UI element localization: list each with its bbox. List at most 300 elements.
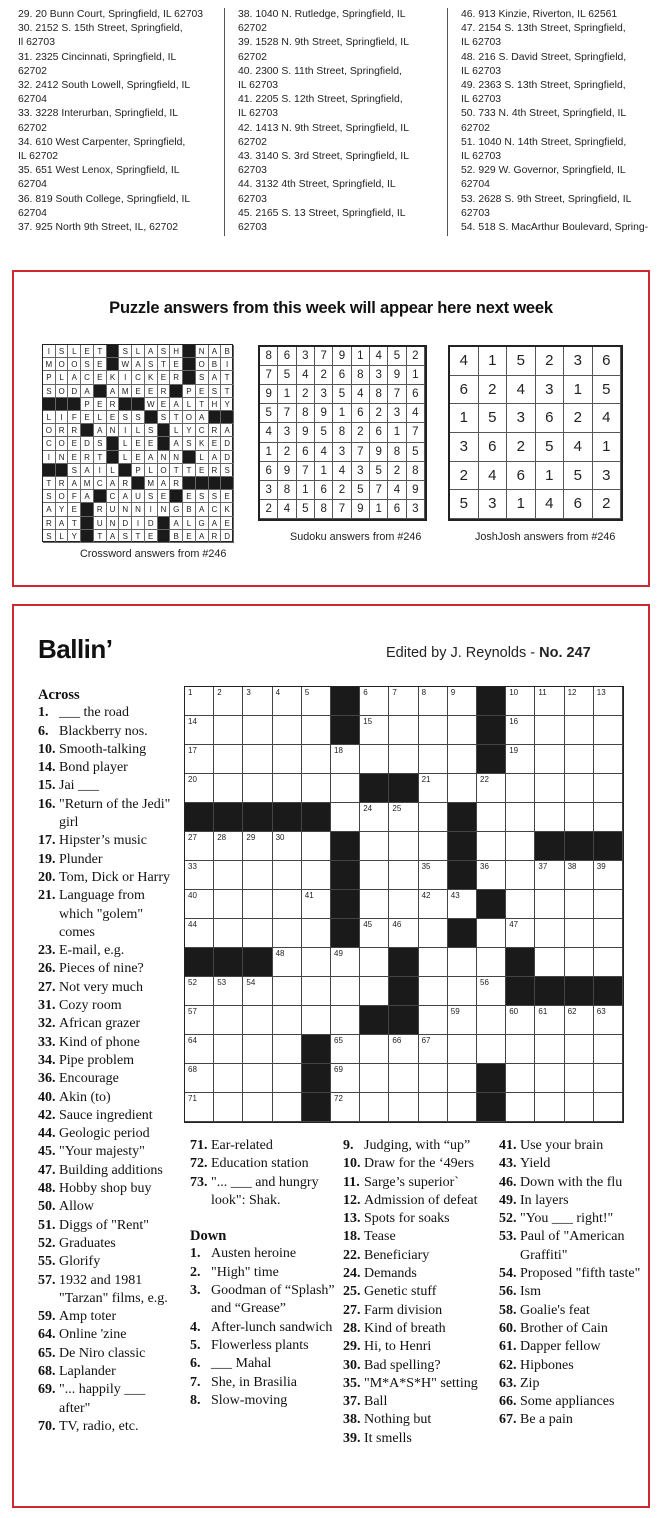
black-square — [448, 861, 477, 890]
sudoku-digit: 8 — [333, 423, 351, 442]
across-clue — [38, 1034, 176, 1052]
down-clue — [343, 1411, 501, 1429]
answer-letter: O — [56, 385, 69, 398]
grid-square — [506, 745, 535, 774]
sudoku-digit: 5 — [407, 443, 425, 462]
sudoku-digit: 3 — [388, 404, 406, 423]
grid-square — [273, 861, 302, 890]
grid-square — [419, 832, 448, 861]
clue-number: 43 — [450, 891, 460, 900]
across-clue — [38, 1198, 176, 1216]
editor-credit: Edited by J. Reynolds - — [386, 645, 540, 661]
sudoku-digit: 5 — [315, 423, 333, 442]
clue-text: Ear-related — [211, 1138, 273, 1153]
grid-square — [419, 948, 448, 977]
grid-square — [565, 1006, 594, 1035]
down-clue — [190, 1319, 338, 1337]
grid-square — [565, 1035, 594, 1064]
answer-letter: R — [56, 477, 69, 490]
clue-text: Building additions — [59, 1162, 163, 1178]
across-clue — [38, 1363, 176, 1381]
answer-letter: L — [56, 371, 69, 384]
address-line: 34. 610 West Carpenter, Springfield, — [18, 136, 186, 148]
answer-letter: L — [94, 411, 107, 424]
black-square — [158, 437, 171, 450]
answer-letter: N — [158, 451, 171, 464]
across-clue — [190, 1137, 338, 1155]
clue-number: 3. — [190, 1283, 201, 1299]
grid-square — [273, 1035, 302, 1064]
grid-square — [535, 919, 564, 948]
answer-letter: S — [209, 490, 222, 503]
grid-square — [419, 861, 448, 890]
grid-square — [273, 745, 302, 774]
answer-letter: A — [145, 345, 158, 358]
answer-letter: A — [221, 424, 234, 437]
grid-square — [506, 774, 535, 803]
answer-letter: K — [196, 437, 209, 450]
joshjosh-digit: 2 — [450, 462, 479, 491]
clue-number: 6. — [38, 723, 49, 739]
crossword-grid — [184, 686, 624, 1123]
answer-letter: O — [56, 490, 69, 503]
answer-letter: R — [209, 530, 222, 543]
grid-square — [448, 716, 477, 745]
sudoku-digit: 5 — [260, 404, 278, 423]
grid-square — [302, 890, 331, 919]
clue-number: 11. — [343, 1174, 360, 1190]
clue-number: 50. — [38, 1199, 56, 1215]
grid-square — [185, 774, 214, 803]
sudoku-digit: 7 — [315, 347, 333, 366]
grid-square — [389, 890, 418, 919]
clue-text: "You ___ right!" — [520, 1211, 614, 1227]
address-line: 35. 651 West Lenox, Springfield, IL — [18, 165, 180, 177]
answer-letter: N — [107, 424, 120, 437]
clue-number: 48. — [38, 1181, 56, 1197]
grid-square — [214, 716, 243, 745]
black-square — [68, 398, 81, 411]
sudoku-digit: 2 — [260, 500, 278, 519]
black-square — [565, 832, 594, 861]
down-clue — [499, 1338, 647, 1356]
answer-letter: A — [81, 385, 94, 398]
clue-text: Sauce ingredient — [59, 1107, 153, 1123]
answer-letter: E — [132, 451, 145, 464]
sudoku-digit: 7 — [278, 404, 296, 423]
grid-square — [273, 890, 302, 919]
sudoku-digit: 3 — [278, 423, 296, 442]
answer-letter: T — [196, 398, 209, 411]
grid-square — [535, 890, 564, 919]
clue-text: 1932 and 1981 "Tarzan" films, e.g. — [59, 1272, 168, 1306]
answer-letter: A — [209, 371, 222, 384]
column-divider — [447, 8, 448, 236]
address-line: IL 62703 — [461, 94, 502, 106]
black-square — [331, 832, 360, 861]
down-clue — [343, 1338, 501, 1356]
grid-square — [214, 1093, 243, 1122]
clue-number: 31. — [38, 998, 56, 1014]
address-line: 49. 2363 S. 13th Street, Springfield, — [461, 80, 626, 92]
grid-square — [302, 832, 331, 861]
answer-letter: E — [170, 358, 183, 371]
address-line: 31. 2325 Cincinnati, Springfield, IL — [18, 51, 177, 63]
down-clue — [499, 1210, 647, 1228]
grid-square — [214, 890, 243, 919]
joshjosh-digit: 6 — [507, 462, 536, 491]
clue-text: Dapper fellow — [520, 1339, 601, 1355]
answer-letter: L — [170, 424, 183, 437]
black-square — [107, 437, 120, 450]
clue-number: 52 — [188, 978, 197, 987]
clue-number: 32. — [38, 1016, 56, 1032]
answers-title: Puzzle answers from this week will appear here next week — [109, 299, 553, 317]
clue-text: After-lunch sandwich — [211, 1319, 333, 1335]
answer-letter: N — [170, 451, 183, 464]
joshjosh-digit: 4 — [593, 404, 622, 433]
clue-text: Some appliances — [520, 1394, 615, 1410]
grid-square — [506, 832, 535, 861]
answer-letter: U — [132, 490, 145, 503]
joshjosh-digit: 2 — [564, 404, 593, 433]
across-clues-column — [38, 686, 176, 1436]
grid-square — [594, 745, 623, 774]
clue-number: 6 — [363, 688, 368, 697]
clue-text: E-mail, e.g. — [59, 943, 125, 959]
answer-letter: E — [145, 530, 158, 543]
address-line: 32. 2412 South Lowell, Springfield, IL — [18, 80, 191, 92]
black-square — [273, 803, 302, 832]
sudoku-digit: 5 — [370, 462, 388, 481]
across-clue — [38, 704, 176, 722]
grid-square — [243, 687, 272, 716]
clue-number: 59. — [38, 1309, 56, 1325]
black-square — [331, 716, 360, 745]
sudoku-digit: 4 — [407, 404, 425, 423]
answer-letter: E — [158, 398, 171, 411]
sudoku-digit: 6 — [388, 500, 406, 519]
clue-text: Ism — [520, 1284, 541, 1300]
answer-letter: A — [56, 517, 69, 530]
down-clue — [343, 1192, 501, 1210]
answer-letter: L — [119, 451, 132, 464]
clue-number: 40. — [38, 1089, 56, 1105]
answer-letter: N — [119, 503, 132, 516]
clue-number: 11 — [538, 688, 547, 697]
grid-square — [594, 948, 623, 977]
across-clue — [38, 1052, 176, 1070]
address-line: 62703 — [238, 165, 267, 177]
down-clue — [499, 1411, 647, 1429]
black-square — [183, 345, 196, 358]
black-square — [158, 424, 171, 437]
clue-number: 57 — [188, 1007, 197, 1016]
grid-square — [331, 1064, 360, 1093]
answer-letter: F — [68, 490, 81, 503]
clue-text: Hi, to Henri — [364, 1339, 432, 1355]
across-clue — [38, 979, 176, 997]
across-heading: Across — [38, 687, 80, 703]
grid-square — [243, 1064, 272, 1093]
across-clue — [38, 1418, 176, 1436]
address-line: 51. 1040 N. 14th Street, Springfield, — [461, 136, 627, 148]
grid-square — [594, 919, 623, 948]
address-line: IL 62703 — [238, 80, 279, 92]
grid-square — [535, 774, 564, 803]
across-clue — [38, 759, 176, 777]
grid-square — [477, 803, 506, 832]
grid-square — [419, 687, 448, 716]
grid-square — [594, 716, 623, 745]
clue-number: 64 — [188, 1036, 197, 1045]
clue-number: 37 — [538, 862, 548, 871]
down-clue — [499, 1302, 647, 1320]
across-clue — [38, 887, 176, 942]
address-line: 40. 2300 S. 11th Street, Springfield, — [238, 65, 402, 77]
grid-square — [535, 948, 564, 977]
answer-letter: Y — [56, 503, 69, 516]
clue-text: Judging, with “up” — [364, 1138, 471, 1153]
clue-number: 45. — [38, 1144, 56, 1160]
grid-square — [273, 948, 302, 977]
answer-letter: S — [56, 345, 69, 358]
grid-square — [214, 1064, 243, 1093]
down-clue — [499, 1155, 647, 1173]
clue-number: 47. — [38, 1162, 56, 1178]
joshjosh-digit: 2 — [536, 347, 565, 376]
sudoku-digit: 5 — [297, 500, 315, 519]
address-line: IL 62703 — [461, 65, 502, 77]
clue-number: 65. — [38, 1345, 56, 1361]
answer-letter: T — [183, 464, 196, 477]
grid-square — [565, 803, 594, 832]
down-clue — [499, 1320, 647, 1338]
black-square — [448, 803, 477, 832]
grid-square — [389, 803, 418, 832]
grid-square — [594, 1093, 623, 1122]
grid-square — [331, 803, 360, 832]
answer-letter: C — [94, 477, 107, 490]
clue-number: 14. — [38, 760, 56, 776]
address-line: 62702 — [238, 51, 267, 63]
sudoku-digit: 7 — [260, 366, 278, 385]
grid-square — [243, 832, 272, 861]
across-clue — [38, 1107, 176, 1125]
answer-letter: N — [196, 345, 209, 358]
grid-square — [331, 745, 360, 774]
clue-number: 28. — [343, 1320, 361, 1336]
grid-square — [243, 1093, 272, 1122]
clue-number: 2. — [190, 1264, 201, 1280]
grid-square — [185, 745, 214, 774]
answer-letter: T — [221, 371, 234, 384]
clue-number: 6. — [190, 1356, 201, 1372]
grid-square — [535, 745, 564, 774]
answer-letter: D — [81, 437, 94, 450]
column-divider — [224, 8, 225, 236]
clue-number: 15. — [38, 778, 56, 794]
black-square — [107, 345, 120, 358]
sudoku-digit: 8 — [297, 404, 315, 423]
clue-number: 59 — [450, 1007, 460, 1016]
grid-square — [185, 861, 214, 890]
grid-square — [506, 1035, 535, 1064]
clue-number: 35. — [343, 1375, 361, 1391]
answer-letter: E — [183, 490, 196, 503]
grid-square — [360, 1064, 389, 1093]
black-square — [477, 890, 506, 919]
grid-square — [360, 1093, 389, 1122]
answer-letter: T — [170, 411, 183, 424]
clue-number: 67. — [499, 1412, 517, 1428]
clue-text: Goalie's feat — [520, 1302, 590, 1318]
answer-letter: C — [81, 371, 94, 384]
grid-square — [448, 1064, 477, 1093]
sudoku-digit: 2 — [352, 423, 370, 442]
answer-letter: P — [183, 385, 196, 398]
answer-letter: D — [221, 530, 234, 543]
answer-letter: E — [145, 385, 158, 398]
grid-square — [565, 948, 594, 977]
clue-text: Tease — [364, 1229, 396, 1245]
sudoku-digit: 1 — [352, 347, 370, 366]
answer-letter: Y — [183, 424, 196, 437]
clue-number: 58. — [499, 1302, 517, 1318]
black-square — [43, 464, 56, 477]
grid-square — [594, 1064, 623, 1093]
clue-number: 57. — [38, 1272, 56, 1288]
clue-number: 60 — [509, 1007, 519, 1016]
grid-square — [214, 1035, 243, 1064]
black-square — [221, 477, 234, 490]
joshjosh-digit: 4 — [479, 462, 508, 491]
clue-text: De Niro classic — [59, 1345, 146, 1361]
answer-letter: P — [43, 371, 56, 384]
grid-square — [360, 861, 389, 890]
grid-square — [185, 1035, 214, 1064]
clue-text: Use your brain — [520, 1138, 604, 1153]
answer-letter: A — [94, 424, 107, 437]
answer-letter: B — [209, 358, 222, 371]
grid-square — [273, 774, 302, 803]
address-line: 62704 — [18, 94, 47, 106]
clue-text: Kind of breath — [364, 1320, 446, 1336]
address-line: 62704 — [18, 207, 47, 219]
clue-number: 42. — [38, 1107, 56, 1123]
sudoku-digit: 2 — [370, 404, 388, 423]
clue-text: ___ Mahal — [211, 1356, 272, 1372]
grid-square — [273, 1006, 302, 1035]
grid-square — [419, 803, 448, 832]
clue-number: 4 — [275, 688, 281, 697]
clue-number: 12. — [343, 1192, 361, 1208]
clue-number: 17 — [188, 746, 197, 755]
sudoku-digit: 3 — [407, 500, 425, 519]
answer-letter: S — [196, 490, 209, 503]
black-square — [158, 517, 171, 530]
grid-square — [477, 919, 506, 948]
answer-letter: E — [158, 490, 171, 503]
clue-number: 14 — [188, 717, 197, 726]
sudoku-digit: 1 — [370, 500, 388, 519]
sudoku-digit: 7 — [352, 443, 370, 462]
across-clue — [38, 997, 176, 1015]
answer-letter: A — [196, 411, 209, 424]
grid-square — [535, 716, 564, 745]
grid-square — [331, 977, 360, 1006]
clue-text: Spots for soaks — [364, 1211, 450, 1227]
grid-square — [535, 1006, 564, 1035]
answer-letter: L — [196, 451, 209, 464]
crossword-answer-grid — [42, 344, 233, 542]
black-square — [119, 398, 132, 411]
clue-text: Not very much — [59, 979, 143, 995]
clue-number: 7. — [190, 1374, 201, 1390]
clue-text: Allow — [59, 1199, 94, 1215]
answer-letter: R — [56, 424, 69, 437]
answer-letter: R — [43, 517, 56, 530]
answer-letter: I — [132, 517, 145, 530]
address-line: 37. 925 North 9th Street, IL, 62702 — [18, 222, 179, 234]
grid-square — [243, 890, 272, 919]
across-clue — [38, 1162, 176, 1180]
grid-square — [360, 977, 389, 1006]
answer-letter: I — [145, 503, 158, 516]
address-line: 52. 929 W. Governor, Springfield, IL — [461, 165, 626, 177]
clue-text: Draw for the ‘49ers — [364, 1156, 475, 1172]
clue-text: Goodman of “Splash” and “Grease” — [211, 1283, 335, 1317]
clue-number: 72 — [334, 1094, 343, 1103]
across-clue — [38, 1381, 176, 1418]
black-square — [183, 358, 196, 371]
answer-letter: O — [43, 424, 56, 437]
answer-letter: D — [145, 517, 158, 530]
joshjosh-digit: 2 — [479, 376, 508, 405]
answer-letter: M — [43, 358, 56, 371]
black-square — [594, 832, 623, 861]
answer-letter: M — [119, 385, 132, 398]
grid-square — [360, 745, 389, 774]
black-square — [214, 948, 243, 977]
grid-square — [185, 716, 214, 745]
clue-text: ___ the road — [59, 705, 129, 721]
clue-number: 61. — [499, 1339, 517, 1355]
black-square — [448, 919, 477, 948]
answer-letter: O — [56, 437, 69, 450]
answer-letter: I — [119, 371, 132, 384]
grid-square — [185, 890, 214, 919]
answer-letter: P — [81, 398, 94, 411]
sudoku-digit: 9 — [333, 347, 351, 366]
clue-text: TV, radio, etc. — [59, 1418, 139, 1434]
down-clue — [343, 1210, 501, 1228]
across-clue — [38, 851, 176, 869]
clue-number: 42 — [421, 891, 431, 900]
answer-letter: D — [119, 517, 132, 530]
grid-square — [565, 861, 594, 890]
grid-square — [243, 1006, 272, 1035]
black-square — [183, 371, 196, 384]
sudoku-digit: 2 — [297, 385, 315, 404]
answer-letter: A — [170, 437, 183, 450]
sudoku-digit: 5 — [333, 385, 351, 404]
clue-number: 27. — [38, 979, 56, 995]
clue-number: 22. — [343, 1247, 361, 1263]
joshjosh-digit: 1 — [593, 433, 622, 462]
grid-square — [389, 716, 418, 745]
down-clue — [190, 1282, 338, 1319]
